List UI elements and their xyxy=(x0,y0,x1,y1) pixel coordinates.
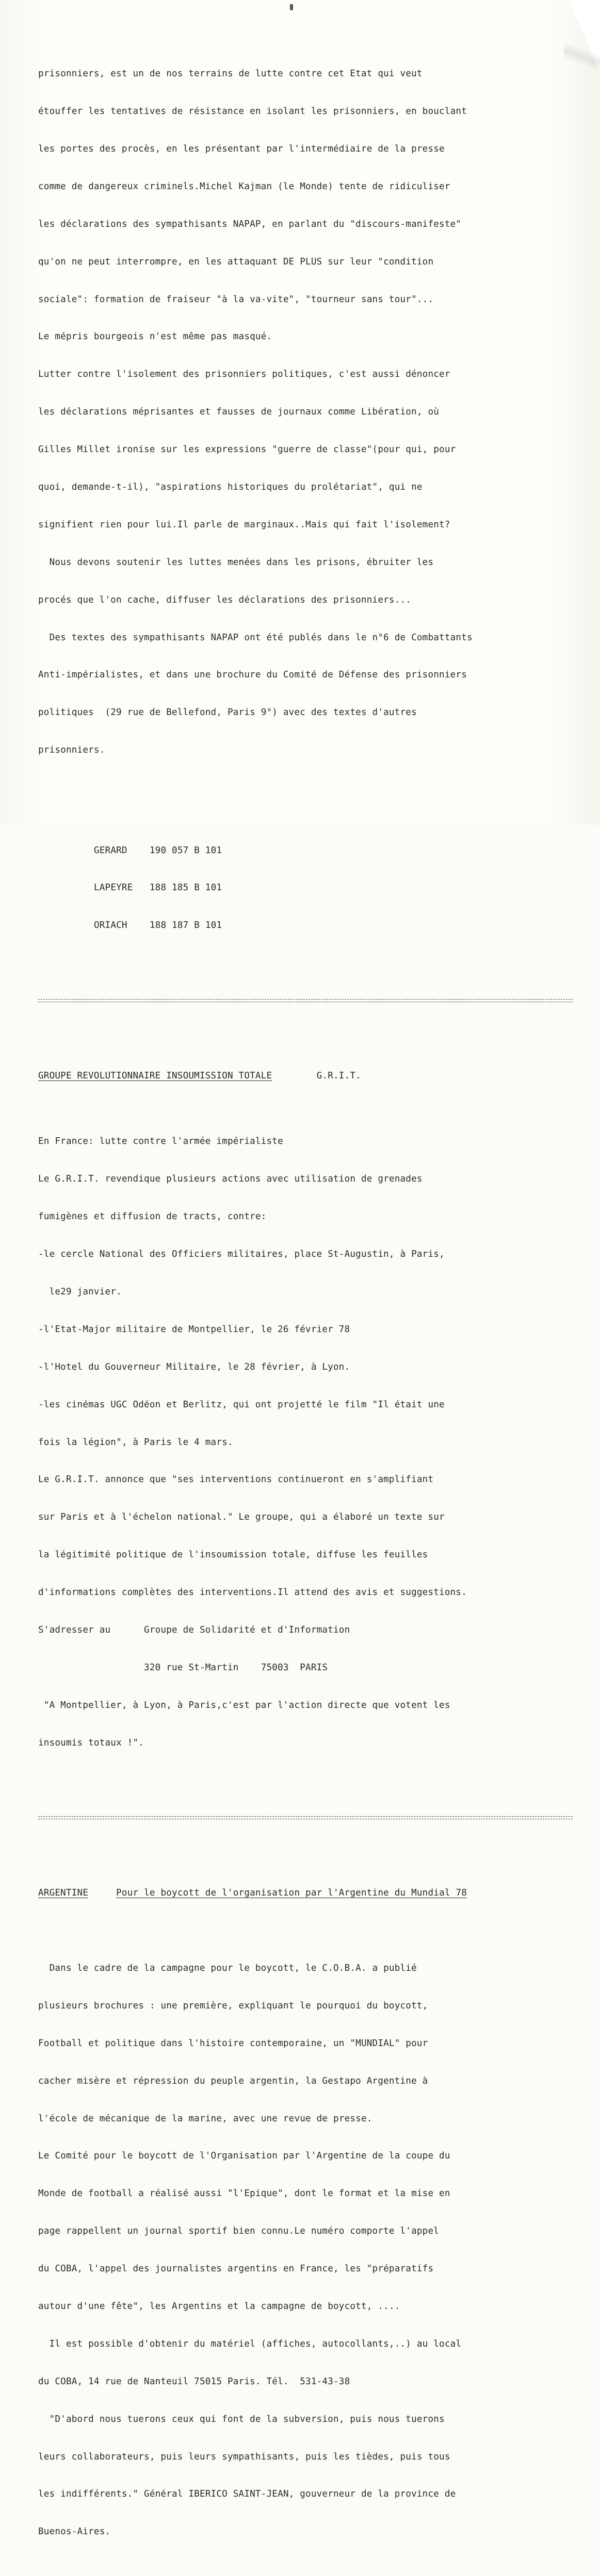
prisoner-name: LAPEYRE xyxy=(93,883,133,893)
prisoner-name: ORIACH xyxy=(93,920,127,931)
text-line: -les cinémas UGC Odéon et Berlitz, qui ont projetté le film "Il était une xyxy=(38,1399,445,1410)
text-line: les portes des procès, en les présentant par l'intermédiaire de la presse xyxy=(38,143,445,154)
text-line: les indifférents." Général IBERICO SAINT-JEAN, gouverneur de la province de xyxy=(38,2489,456,2500)
argentine-subheading: Pour le boycott de l'organisation par l'Argentine du Mundial 78 xyxy=(116,1888,467,1899)
text-line: insoumis totaux !". xyxy=(38,1737,144,1748)
text-line: -l'Etat-Major militaire de Montpellier, le 26 février 78 xyxy=(38,1324,350,1335)
text-line: En France: lutte contre l'armée impérialiste xyxy=(38,1136,283,1147)
text-line: Football et politique dans l'histoire contemporaine, un "MUNDIAL" pour xyxy=(38,2038,428,2049)
grit-heading: GROUPE REVOLUTIONNAIRE INSOUMISSION TOTALE xyxy=(38,1070,272,1081)
text-line: Anti-impérialistes, et dans une brochure du Comité de Défense des prisonniers xyxy=(38,670,467,680)
text-line: Le G.R.I.T. annonce que "ses interventions continueront en s'amplifiant xyxy=(38,1474,434,1485)
text-line: le29 janvier. xyxy=(38,1286,122,1297)
text-line: l'école de mécanique de la marine, avec une revue de presse. xyxy=(38,2113,372,2124)
text-line: du COBA, 14 rue de Nanteuil 75015 Paris. Tél. 531-43-38 xyxy=(38,2376,350,2387)
section-divider xyxy=(38,1811,585,1824)
text-line: prisonniers, est un de nos terrains de lutte contre cet Etat qui veut xyxy=(38,69,423,79)
text-line: "D'abord nous tuerons ceux qui font de la subversion, puis nous tuerons xyxy=(38,2414,445,2424)
text-line: Dans le cadre de la campagne pour le boycott, le C.O.B.A. a publié xyxy=(38,1963,417,1974)
text-line: d'informations complètes des interventions.Il attend des avis et suggestions. xyxy=(38,1587,467,1598)
prisoner-name: GERARD xyxy=(93,845,127,856)
text-line: prisonniers. xyxy=(38,745,105,756)
text-line: étouffer les tentatives de résistance en isolant les prisonniers, en bouclant xyxy=(38,106,467,117)
intro-section xyxy=(38,43,585,782)
text-line: plusieurs brochures : une première, expliquant le pourquoi du boycott, xyxy=(38,2000,428,2011)
text-line: "A Montpellier, à Lyon, à Paris,c'est par l'action directe que votent les xyxy=(38,1700,450,1710)
punch-mark xyxy=(290,4,293,10)
argentine-heading: ARGENTINE xyxy=(38,1888,89,1899)
text-line: fois la légion", à Paris le 4 mars. xyxy=(38,1437,233,1448)
text-line: Le mépris bourgeois n'est même pas masqué. xyxy=(38,331,272,342)
argentine-section xyxy=(38,1862,585,2564)
text-line: politiques (29 rue de Bellefond, Paris 9°) avec des textes d'autres xyxy=(38,707,417,718)
text-line: Gilles Millet ironise sur les expressions "guerre de classe"(pour qui, pour xyxy=(38,444,456,455)
text-line: les déclarations des sympathisants NAPAP, en parlant du "discours-manifeste" xyxy=(38,219,462,229)
text-line: cacher misère et répression du peuple argentin, la Gestapo Argentine à xyxy=(38,2075,428,2086)
text-line: Lutter contre l'isolement des prisonniers politiques, c'est aussi dénoncer xyxy=(38,369,450,380)
prisoner-row xyxy=(38,882,585,894)
text-line: sociale": formation de fraiseur "à la va-vite", "tourneur sans tour"... xyxy=(38,294,434,305)
text-line: Monde de football a réalisé aussi "l'Epique", dont le format et la mise en xyxy=(38,2188,450,2199)
prisoner-row xyxy=(38,919,585,932)
document-page xyxy=(38,18,585,2576)
text-line: sur Paris et à l'échelon national." Le groupe, qui a élaboré un texte sur xyxy=(38,1512,445,1523)
text-line: leurs collaborateurs, puis leurs sympathisants, puis les tièdes, puis tous xyxy=(38,2451,450,2462)
text-line: Buenos-Aires. xyxy=(38,2527,111,2537)
text-line: comme de dangereux criminels.Michel Kajman (le Monde) tente de ridiculiser xyxy=(38,181,450,192)
text-line: Il est possible d'obtenir du matériel (affiches, autocollants,..) au local xyxy=(38,2338,462,2349)
prisoner-number: 188 187 B 101 xyxy=(149,920,222,931)
text-line: page rappellent un journal sportif bien connu.Le numéro comporte l'appel xyxy=(38,2226,440,2237)
text-line: les déclarations méprisantes et fausses de journaux comme Libération, où xyxy=(38,407,440,418)
text-line: la légitimité politique de l'insoumission totale, diffuse les feuilles xyxy=(38,1550,428,1560)
text-line: S'adresser au Groupe de Solidarité et d'Information xyxy=(38,1625,350,1635)
text-line: signifient rien pour lui.Il parle de marginaux..Mais qui fait l'isolement? xyxy=(38,519,450,530)
text-line: procés que l'on cache, diffuser les déclarations des prisonniers... xyxy=(38,594,412,605)
prisoner-number: 188 185 B 101 xyxy=(149,883,222,893)
prisoner-list xyxy=(38,819,585,957)
text-line: Le Comité pour le boycott de l'Organisation par l'Argentine de la coupe du xyxy=(38,2151,450,2162)
text-line: autour d'une fête", les Argentins et la campagne de boycott, .... xyxy=(38,2301,400,2312)
grit-acronym: G.R.I.T. xyxy=(316,1070,361,1081)
text-line: -le cercle National des Officiers militaires, place St-Augustin, à Paris, xyxy=(38,1249,445,1260)
section-heading-row xyxy=(38,1070,585,1082)
text-line: -l'Hotel du Gouverneur Militaire, le 28 février, à Lyon. xyxy=(38,1361,350,1372)
grit-section xyxy=(38,1044,585,1774)
text-line: Nous devons soutenir les luttes menées dans les prisons, ébruiter les xyxy=(38,557,434,568)
text-line: 320 rue St-Martin 75003 PARIS xyxy=(38,1662,328,1673)
text-line: Des textes des sympathisants NAPAP ont été publés dans le n°6 de Combattants xyxy=(38,632,473,643)
section-heading-row xyxy=(38,1887,585,1899)
prisoner-row xyxy=(38,844,585,857)
prisoner-number: 190 057 B 101 xyxy=(149,845,222,856)
text-line: qu'on ne peut interrompre, en les attaquant DE PLUS sur leur "condition xyxy=(38,256,434,267)
section-divider xyxy=(38,994,585,1007)
text-line: du COBA, l'appel des journalistes argentins en France, les "préparatifs xyxy=(38,2264,434,2274)
text-line: fumigènes et diffusion de tracts, contre: xyxy=(38,1211,267,1222)
text-line: Le G.R.I.T. revendique plusieurs actions avec utilisation de grenades xyxy=(38,1174,423,1185)
text-line: quoi, demande-t-il), "aspirations historiques du prolétariat", qui ne xyxy=(38,481,423,492)
